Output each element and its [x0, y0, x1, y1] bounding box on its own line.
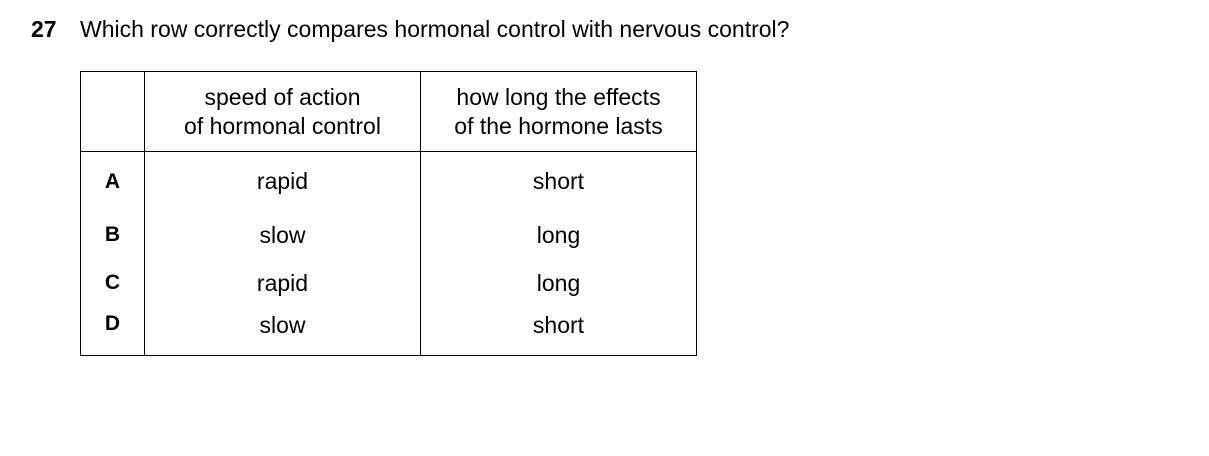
table-row-d	[81, 307, 697, 356]
speed-cell: rapid	[145, 259, 421, 307]
table-header-row	[81, 72, 697, 152]
speed-cell: slow	[145, 211, 421, 259]
row-letter: D	[81, 307, 145, 356]
speed-cell: rapid	[145, 152, 421, 212]
question-text: Which row correctly compares hormonal control with nervous control?	[80, 16, 790, 42]
table-row-b	[81, 211, 697, 259]
header-speed-of-action	[145, 72, 421, 152]
row-letter: B	[81, 211, 145, 259]
header-speed-line-1: speed of action	[204, 83, 361, 110]
duration-cell: long	[421, 211, 697, 259]
duration-cell: long	[421, 259, 697, 307]
speed-cell: slow	[145, 307, 421, 356]
question-number: 27	[31, 16, 57, 42]
header-blank-cell	[81, 72, 145, 152]
header-effect-duration	[421, 72, 697, 152]
table-row-a	[81, 152, 697, 212]
duration-cell: short	[421, 307, 697, 356]
table-row-c	[81, 259, 697, 307]
row-letter: A	[81, 152, 145, 212]
header-speed-line-2: of hormonal control	[184, 112, 381, 139]
duration-cell: short	[421, 152, 697, 212]
row-letter: C	[81, 259, 145, 307]
header-duration-line-1: how long the effects	[456, 83, 661, 110]
header-duration-line-2: of the hormone lasts	[454, 112, 663, 139]
answer-table	[80, 71, 697, 356]
question-stem	[31, 14, 789, 44]
